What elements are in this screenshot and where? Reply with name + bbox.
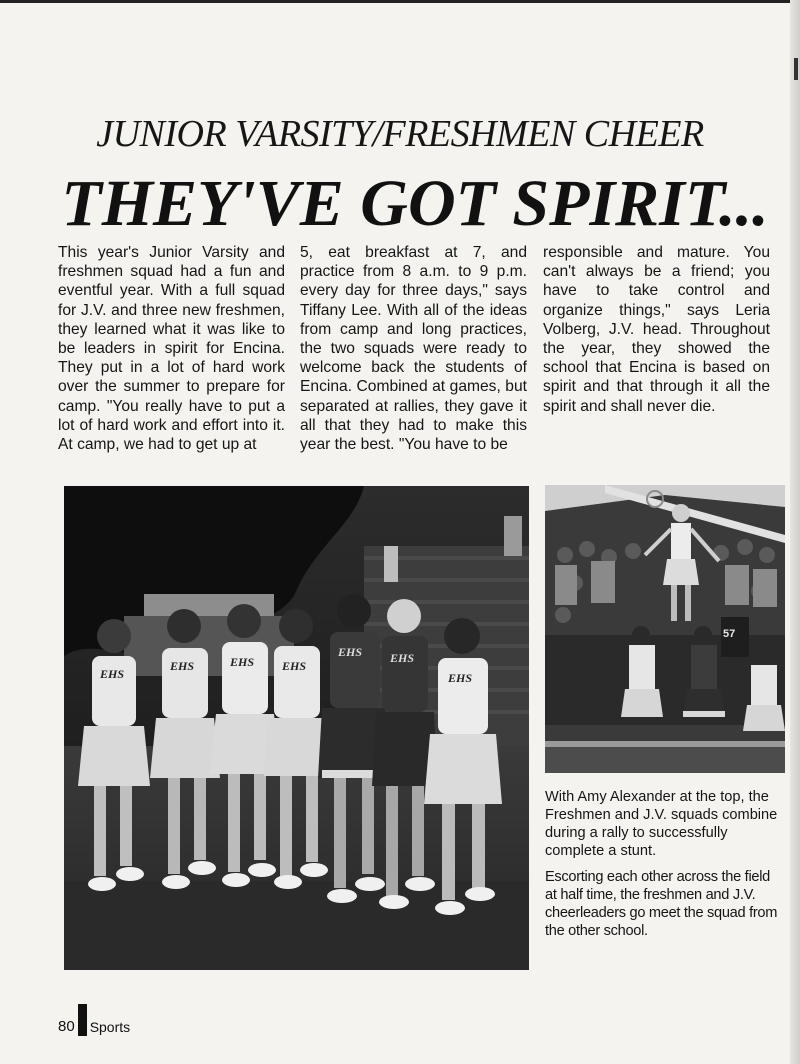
section-kicker: JUNIOR VARSITY/FRESHMEN CHEER (96, 113, 704, 155)
caption-stunt: With Amy Alexander at the top, the Freshmen and J.V. squads combine during a rally to successfully complete a stunt. (545, 789, 778, 859)
uniform-letters: EHS (170, 659, 195, 673)
uniform-letters: EHS (282, 659, 307, 673)
article-column-1: This year's Junior Varsity and freshmen squad had a fun and eventful year. With a full squad for J.V. and three new freshmen, they learned what it was like to be leaders in spirit for Encina. They put in a lot of hard work over the summer to prepare for camp. "You really have to put a lot of hard work and effort into it. At camp, we had to get up at (58, 244, 285, 454)
uniform-letters: EHS (230, 655, 255, 669)
uniform-letters: EHS (338, 645, 363, 659)
photo-cheer-stunt (545, 485, 785, 773)
caption-field: Escorting each other across the field at half time, the freshmen and J.V. cheerleaders go meet the squad from the other school. (545, 869, 778, 939)
top-rule (0, 0, 800, 3)
page-number: 80 (58, 1018, 75, 1035)
uniform-letters: EHS (448, 671, 473, 685)
jersey-number: 57 (723, 628, 736, 640)
section-label: Sports (89, 1019, 131, 1035)
uniform-letters: EHS (100, 667, 125, 681)
folio-bar (78, 1004, 87, 1036)
edge-mark (794, 58, 798, 80)
page-headline: THEY'VE GOT SPIRIT... (61, 167, 769, 240)
article-column-2: 5, eat breakfast at 7, and practice from 8 a.m. to 9 p.m. every day for three days," says Tiffany Lee. With all of the ideas from camp and long practices, the two squads were ready to welcome back the students of Encina. Combined at games, but separated at rallies, they gave it all that they had to make this year the best. "You have to be (300, 244, 527, 454)
article-column-3: responsible and mature. You can't always be a friend; you have to take control and organize things," says Leria Volberg, J.V. head. Throughout the year, they showed the school that Encina is based on spirit and that through it all the spirit and shall never die. (543, 244, 770, 415)
page-folio (58, 1004, 130, 1036)
uniform-letters: EHS (390, 651, 415, 665)
page-edge (790, 0, 800, 1064)
photo-cheerleaders-field (64, 486, 529, 970)
